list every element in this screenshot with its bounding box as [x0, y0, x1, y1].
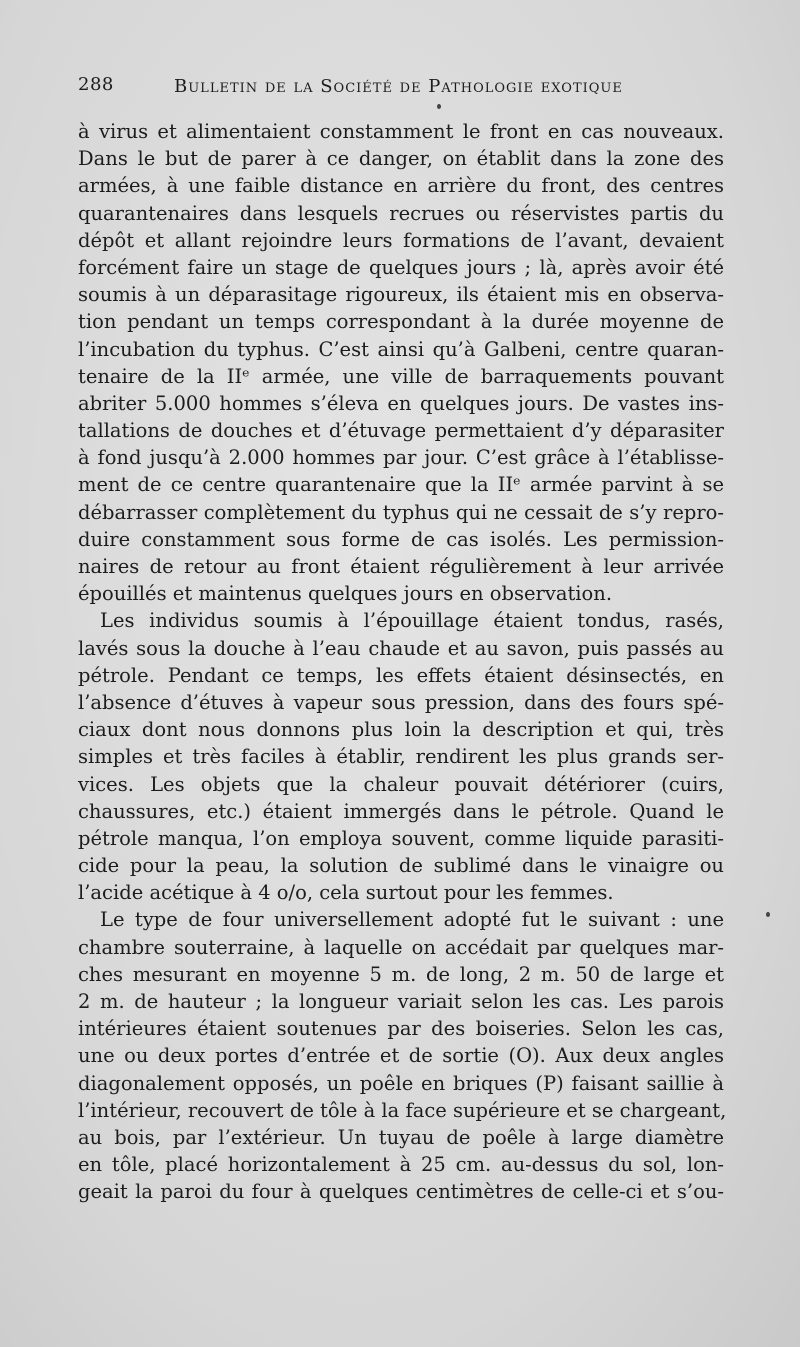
text-line: geait la paroi du four à quelques centimètres de celle-ci et s’ou-	[78, 1180, 724, 1204]
text-line: vices. Les objets que la chaleur pouvait détériorer (cuirs,	[78, 772, 724, 796]
text-line: l’intérieur, recouvert de tôle à la face supérieure et se chargeant,	[78, 1098, 727, 1122]
text-line: à fond jusqu’à 2.000 hommes par jour. C’est grâce à l’établisse-	[78, 446, 724, 470]
text-line: une ou deux portes d’entrée et de sortie (O). Aux deux angles	[78, 1044, 724, 1068]
text-line: Les individus soumis à l’épouillage étaient tondus, rasés,	[100, 609, 724, 633]
scan-speck	[766, 912, 770, 917]
text-line: simples et très faciles à établir, rendirent les plus grands ser-	[78, 745, 724, 769]
scan-speck	[437, 104, 441, 109]
running-head: Bulletin de la Société de Pathologie exotique	[174, 76, 623, 97]
text-line: Le type de four universellement adopté fut le suivant : une	[100, 908, 724, 932]
text-line: intérieures étaient soutenues par des boiseries. Selon les cas,	[78, 1017, 724, 1041]
text-line: naires de retour au front étaient régulièrement à leur arrivée	[78, 555, 724, 578]
text-line: cide pour la peau, la solution de sublimé dans le vinaigre ou	[78, 854, 724, 878]
text-line: en tôle, placé horizontalement à 25 cm. au-dessus du sol, lon-	[78, 1153, 724, 1177]
text-line: l’incubation du typhus. C’est ainsi qu’à Galbeni, centre quaran-	[78, 337, 724, 361]
text-line: tion pendant un temps correspondant à la durée moyenne de	[78, 310, 724, 334]
text-line: tenaire de la IIᵉ armée, une ville de barraquements pouvant	[78, 364, 724, 388]
text-line: forcément faire un stage de quelques jours ; là, après avoir été	[78, 255, 724, 279]
text-line: pétrole manqua, l’on employa souvent, comme liquide parasiti-	[78, 826, 724, 850]
text-line: duire constamment sous forme de cas isolés. Les permission-	[78, 527, 724, 551]
text-line: ment de ce centre quarantenaire que la IIᵉ armée parvint à se	[78, 473, 724, 497]
text-line: dépôt et allant rejoindre leurs formations de l’avant, devaient	[78, 228, 724, 252]
text-line: Dans le but de parer à ce danger, on établit dans la zone des	[78, 147, 724, 171]
text-line: tallations de douches et d’étuvage permettaient d’y déparasiter	[78, 419, 724, 443]
body-text	[78, 118, 727, 1206]
page-number: 288	[78, 74, 114, 95]
text-line: lavés sous la douche à l’eau chaude et au savon, puis passés au	[78, 636, 724, 660]
text-line: épouillés et maintenus quelques jours en observation.	[78, 582, 613, 606]
text-line: ciaux dont nous donnons plus loin la description et qui, très	[78, 718, 724, 742]
text-line: chambre souterraine, à laquelle on accédait par quelques mar-	[78, 935, 724, 959]
text-line: débarrasser complètement du typhus qui ne cessait de s’y repro-	[78, 500, 724, 524]
text-line: ches mesurant en moyenne 5 m. de long, 2 m. 50 de large et	[78, 962, 724, 986]
text-line: l’absence d’étuves à vapeur sous pression, dans des fours spé-	[78, 690, 724, 714]
text-line: l’acide acétique à 4 o/o, cela surtout pour les femmes.	[78, 881, 614, 905]
text-line: à virus et alimentaient constamment le front en cas nouveaux.	[78, 120, 724, 143]
text-line: quarantenaires dans lesquels recrues ou réservistes partis du	[78, 201, 724, 225]
text-line: diagonalement opposés, un poêle en briques (P) faisant saillie à	[78, 1071, 724, 1095]
text-line: pétrole. Pendant ce temps, les effets étaient désinsectés, en	[78, 663, 724, 687]
text-line: abriter 5.000 hommes s’éleva en quelques jours. De vastes ins-	[78, 391, 724, 415]
text-line: soumis à un déparasitage rigoureux, ils étaient mis en observa-	[78, 283, 724, 307]
text-line: chaussures, etc.) étaient immergés dans le pétrole. Quand le	[78, 799, 724, 823]
text-line: 2 m. de hauteur ; la longueur variait selon les cas. Les parois	[78, 990, 724, 1013]
text-line: au bois, par l’extérieur. Un tuyau de poêle à large diamètre	[78, 1125, 724, 1149]
text-line: armées, à une faible distance en arrière du front, des centres	[78, 174, 724, 198]
